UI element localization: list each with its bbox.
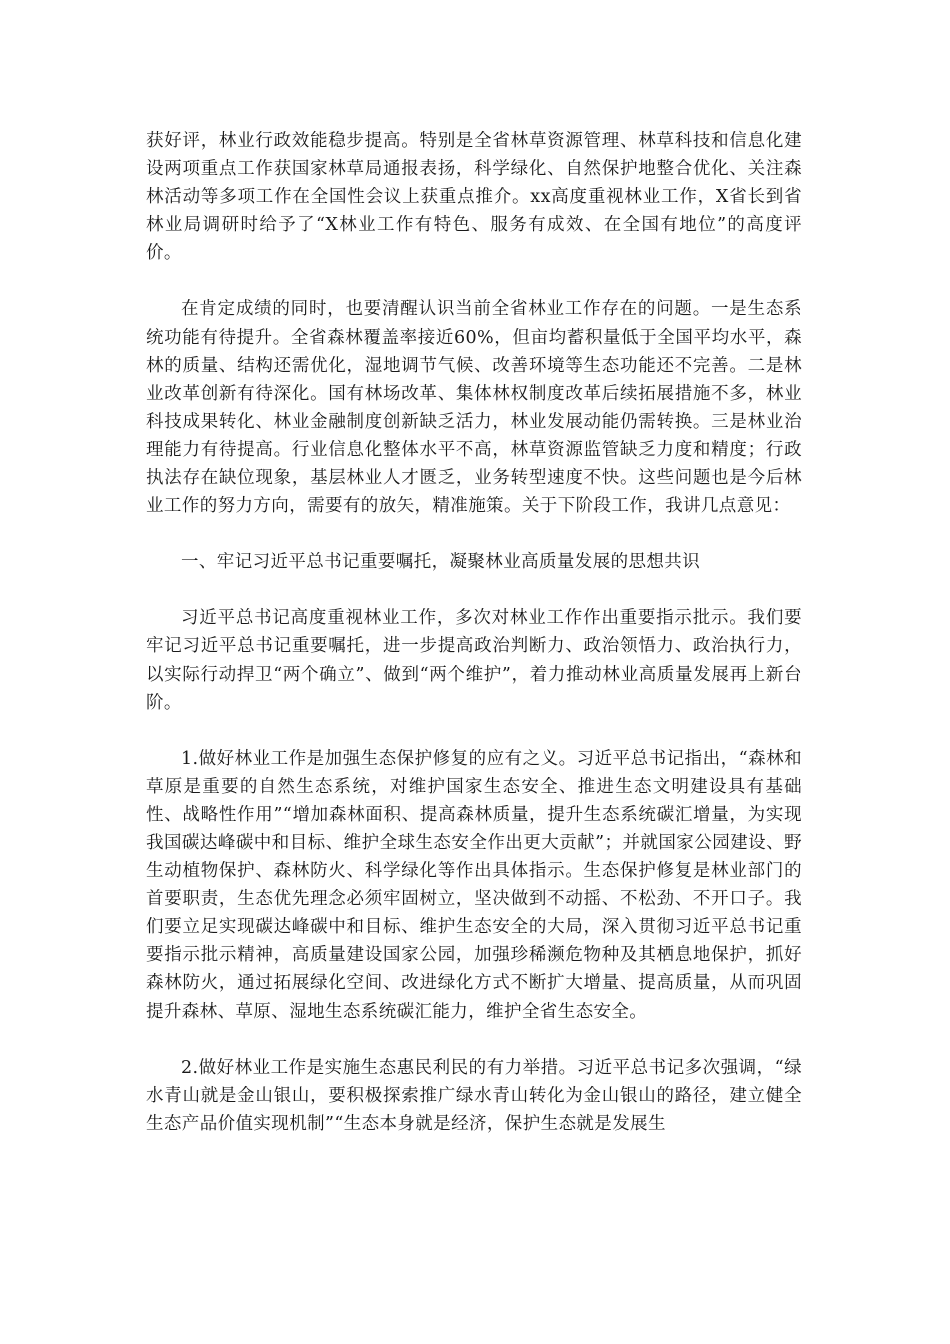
section-heading-1: 一、牢记习近平总书记重要嘱托，凝聚林业高质量发展的思想共识 [181, 552, 701, 573]
paragraph-problems: 在肯定成绩的同时，也要清醒认识当前全省林业工作存在的问题。一是生态系统功能有待提升。全省森林覆盖率接近60%，但亩均蓄积量低于全国平均水平，森林的质量、结构还需优化，湿地调节气候、改善环境等生态功能还不完善。二是林业改革创新有待深化。国有林场改革、集体林权制度改革后续拓展措施不多，林业科技成果转化、林业金融制度创新缺乏活力，林业发展动能仍需转换。三是林业治理能力有待提高。行业信息化整体水平不高，林草资源监管缺乏力度和精度；行政执法存在缺位现象，基层林业人才匮乏，业务转型速度不快。这些问题也是今后林业工作的努力方向，需要有的放矢，精准施策。关于下阶段工作，我讲几点意见： [146, 299, 802, 517]
document-body [146, 127, 802, 1138]
paragraph-section-intro: 习近平总书记高度重视林业工作，多次对林业工作作出重要指示批示。我们要牢记习近平总书记重要嘱托，进一步提高政治判断力、政治领悟力、政治执行力，以实际行动捍卫“两个确立”、做到“两个维护”，着力推动林业高质量发展再上新台阶。 [146, 608, 802, 713]
paragraph-point-1: 1.做好林业工作是加强生态保护修复的应有之义。习近平总书记指出，“森林和草原是重要的自然生态系统，对维护国家生态安全、推进生态文明建设具有基础性、战略性作用”“增加森林面积、提高森林质量，提升生态系统碳汇增量，为实现我国碳达峰碳中和目标、维护全球生态安全作出更大贡献”；并就国家公园建设、野生动植物保护、森林防火、科学绿化等作出具体指示。生态保护修复是林业部门的首要职责，生态优先理念必须牢固树立，坚决做到不动摇、不松劲、不开口子。我们要立足实现碳达峰碳中和目标、维护生态安全的大局，深入贯彻习近平总书记重要指示批示精神，高质量建设国家公园，加强珍稀濒危物种及其栖息地保护，抓好森林防火，通过拓展绿化空间、改进绿化方式不断扩大增量、提高质量，从而巩固提升森林、草原、湿地生态系统碳汇能力，维护全省生态安全。 [146, 748, 802, 1022]
paragraph-continuation: 获好评，林业行政效能稳步提高。特别是全省林草资源管理、林草科技和信息化建设两项重点工作获国家林草局通报表扬，科学绿化、自然保护地整合优化、关注森林活动等多项工作在全国性会议上获重点推介。xx高度重视林业工作，X省长到省林业局调研时给予了“X林业工作有特色、服务有成效、在全国有地位”的高度评价。 [146, 131, 802, 264]
paragraph-point-2: 2.做好林业工作是实施生态惠民利民的有力举措。习近平总书记多次强调，“绿水青山就是金山银山，要积极探索推广绿水青山转化为金山银山的路径，建立健全生态产品价值实现机制”“生态本身就是经济，保护生态就是发展生 [146, 1057, 802, 1134]
